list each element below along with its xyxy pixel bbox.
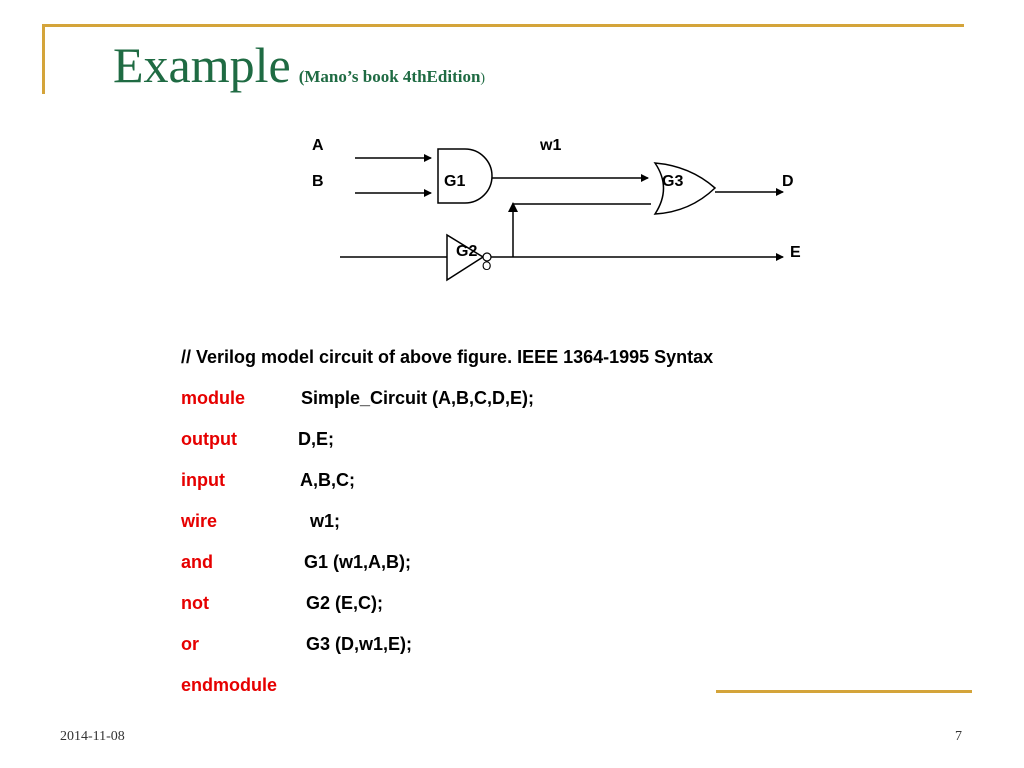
label-c-bubble: O (482, 259, 492, 273)
args-module: Simple_Circuit (A,B,C,D,E); (301, 388, 535, 408)
code-line-or (181, 629, 713, 670)
keyword-input: input (181, 470, 225, 490)
verilog-code-block (181, 342, 713, 711)
title-subtitle: (Mano’s book 4thEdition (298, 67, 481, 86)
keyword-endmodule: endmodule (181, 675, 278, 695)
keyword-and: and (181, 552, 214, 572)
args-not: G2 (E,C); (306, 593, 384, 613)
code-line-and (181, 547, 713, 588)
label-e: E (790, 244, 801, 261)
bottom-accent-rule (716, 690, 972, 693)
label-g1: G1 (444, 173, 466, 190)
footer-page-number: 7 (955, 729, 962, 744)
code-line-input (181, 465, 713, 506)
args-wire: w1; (310, 511, 341, 531)
title-subtitle-close: ) (480, 71, 486, 86)
keyword-not: not (181, 593, 209, 613)
label-w1: w1 (540, 137, 562, 154)
keyword-wire: wire (181, 511, 218, 531)
code-comment: // Verilog model circuit of above figure. IEEE 1364-1995 Syntax (181, 347, 714, 367)
footer-date: 2014-11-08 (60, 729, 125, 744)
title-main: Example (113, 37, 291, 93)
label-g2: G2 (456, 243, 478, 260)
label-b: B (312, 173, 324, 190)
label-g3: G3 (662, 173, 684, 190)
label-d: D (782, 173, 794, 190)
code-line-output (181, 424, 713, 465)
code-line-not (181, 588, 713, 629)
code-line-wire (181, 506, 713, 547)
label-a: A (312, 137, 324, 154)
args-output: D,E; (298, 429, 334, 449)
code-line-module (181, 383, 713, 424)
keyword-output: output (181, 429, 237, 449)
args-or: G3 (D,w1,E); (306, 634, 413, 654)
args-and: G1 (w1,A,B); (304, 552, 412, 572)
args-input: A,B,C; (300, 470, 355, 490)
wire-e-to-g3 (513, 204, 651, 257)
code-line-endmodule (181, 670, 713, 711)
keyword-or: or (181, 634, 199, 654)
keyword-module: module (181, 388, 246, 408)
